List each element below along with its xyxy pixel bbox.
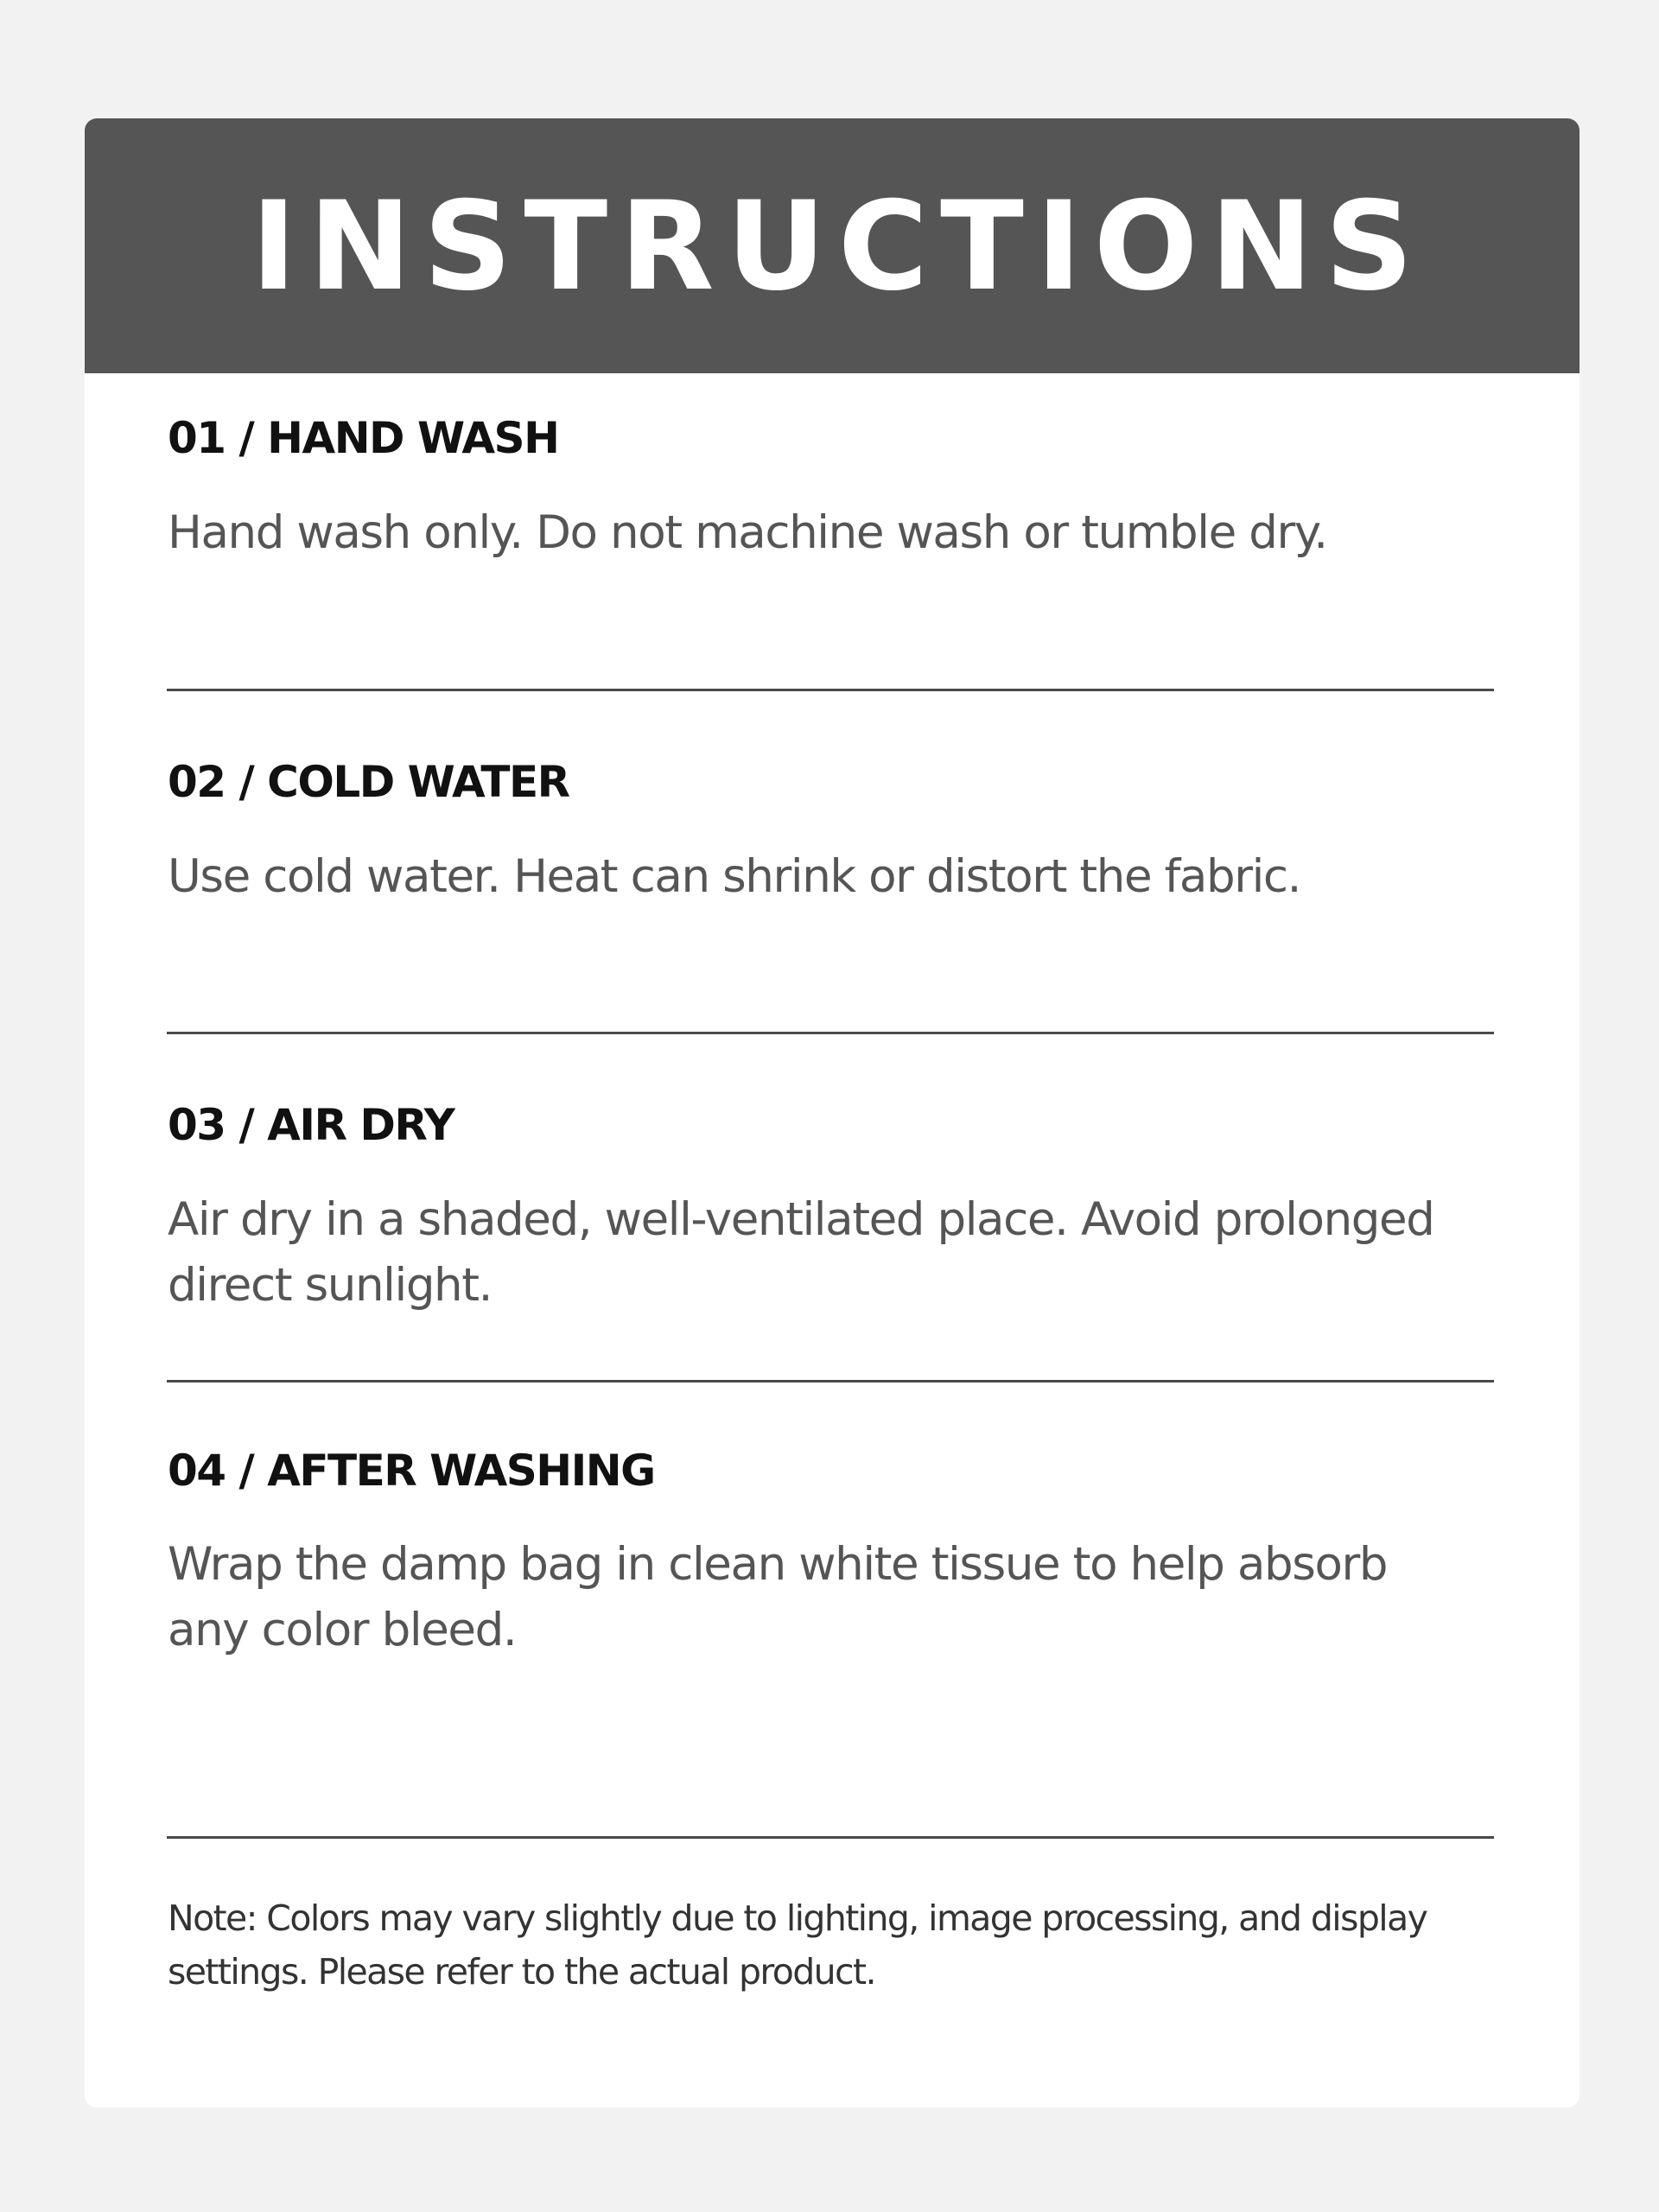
section-body-hand-wash: Hand wash only. Do not machine wash or tumble dry. [168, 506, 1327, 559]
section-divider [167, 1032, 1494, 1034]
instructions-card [85, 118, 1580, 2107]
section-divider [167, 1380, 1494, 1382]
section-title-air-dry: 03 / AIR DRY [168, 1100, 454, 1150]
section-body-cold-water: Use cold water. Heat can shrink or distort the fabric. [168, 850, 1301, 903]
section-title-cold-water: 02 / COLD WATER [168, 757, 569, 807]
section-title-hand-wash: 01 / HAND WASH [168, 413, 559, 463]
section-divider [167, 689, 1494, 691]
section-divider [167, 1836, 1494, 1839]
instructions-header [85, 118, 1580, 373]
disclaimer-note: Note: Colors may vary slightly due to lighting, image processing, and display settings. Please refer to the actual product. [168, 1897, 1427, 1993]
section-title-after-washing: 04 / AFTER WASHING [168, 1446, 655, 1496]
section-body-air-dry: Air dry in a shaded, well-ventilated place. Avoid prolonged direct sunlight. [168, 1193, 1434, 1312]
page-title: INSTRUCTIONS [251, 175, 1426, 318]
section-body-after-washing: Wrap the damp bag in clean white tissue to help absorb any color bleed. [168, 1538, 1388, 1656]
